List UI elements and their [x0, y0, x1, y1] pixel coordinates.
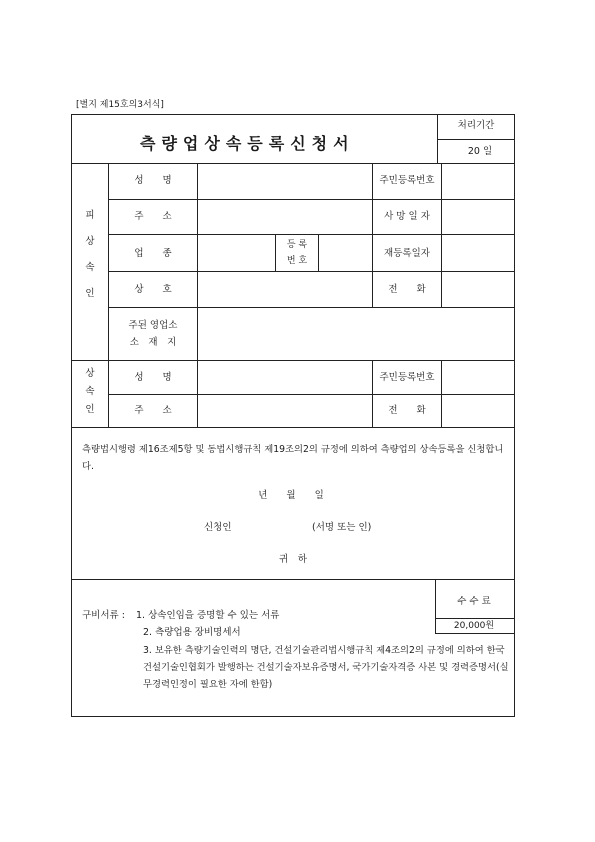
heir-address-label: 주 소	[134, 405, 172, 416]
re-registration-date-field[interactable]	[443, 236, 513, 270]
main-office-address-field[interactable]	[199, 309, 513, 359]
declaration-text: 측량법시행령 제16조제5항 및 동법시행규칙 제19조의2의 규정에 의하여 측량업의 상속등록을 신청합니다.	[82, 444, 504, 472]
heir-address-field[interactable]	[199, 396, 371, 426]
main-office-label-line2: 소 재 지	[129, 337, 177, 348]
document-item-2: 2. 측량업용 장비명세서	[143, 627, 241, 638]
decedent-name-field[interactable]	[199, 165, 371, 198]
business-type-field[interactable]	[199, 236, 274, 270]
heir-name-label: 성 명	[134, 372, 172, 383]
decedent-name-label: 성 명	[134, 175, 172, 186]
decedent-address-field[interactable]	[199, 201, 371, 233]
heir-phone-field[interactable]	[443, 396, 513, 426]
decedent-resident-no-field[interactable]	[443, 165, 513, 198]
date-line: 년 월 일	[258, 490, 324, 501]
fee-label: 수 수 료	[457, 596, 491, 607]
registration-no-field[interactable]	[320, 236, 371, 270]
fee-value: 20,000원	[453, 621, 495, 631]
heir-name-field[interactable]	[199, 362, 371, 393]
applicant-label: 신청인	[204, 522, 232, 533]
heir-group-label: 상 속 인	[85, 368, 95, 415]
decedent-address-label: 주 소	[134, 211, 172, 222]
processing-period-label: 처리기간	[457, 120, 495, 131]
document-item-1: 1. 상속인임을 증명할 수 있는 서류	[136, 610, 280, 621]
decedent-phone-field[interactable]	[443, 273, 513, 306]
heir-resident-no-label: 주민등록번호	[379, 372, 435, 383]
trade-name-field[interactable]	[199, 273, 371, 306]
death-date-field[interactable]	[443, 201, 513, 233]
document-item-3: 3. 보유한 측량기술인력의 명단, 건설기술관리법시행규칙 제4조의2의 규정에 의하여 한국건설기술인협회가 발행하는 건설기술자보유증명서, 국가기술자격증 사본 및 경력증명서(실무경력인정이 필요한 자에 한함)	[143, 645, 509, 690]
death-date-label: 사 망 일 자	[384, 211, 430, 222]
main-office-label-line1: 주된 영업소	[128, 320, 178, 331]
form-number: [별지 제15호의3서식]	[76, 100, 164, 110]
form-title: 측량업상속등록신청서	[140, 134, 355, 153]
signature-hint: (서명 또는 인)	[312, 522, 372, 533]
business-type-label: 업 종	[134, 248, 172, 259]
decedent-group-label: 피 상 속 인	[85, 210, 95, 299]
documents-prefix: 구비서류 :	[82, 610, 125, 621]
registration-no-label-line2: 번 호	[286, 256, 308, 266]
trade-name-label: 상 호	[134, 284, 172, 295]
heir-phone-label: 전 화	[388, 405, 426, 416]
decedent-phone-label: 전 화	[388, 284, 426, 295]
re-registration-date-label: 재등록일자	[384, 248, 430, 259]
applicant-name-field[interactable]	[240, 518, 310, 536]
heir-resident-no-field[interactable]	[443, 362, 513, 393]
decedent-resident-no-label: 주민등록번호	[379, 175, 435, 186]
registration-no-label-line1: 등 록	[286, 240, 308, 250]
addressee: 귀 하	[279, 554, 307, 565]
processing-period-value: 20 일	[467, 146, 493, 157]
